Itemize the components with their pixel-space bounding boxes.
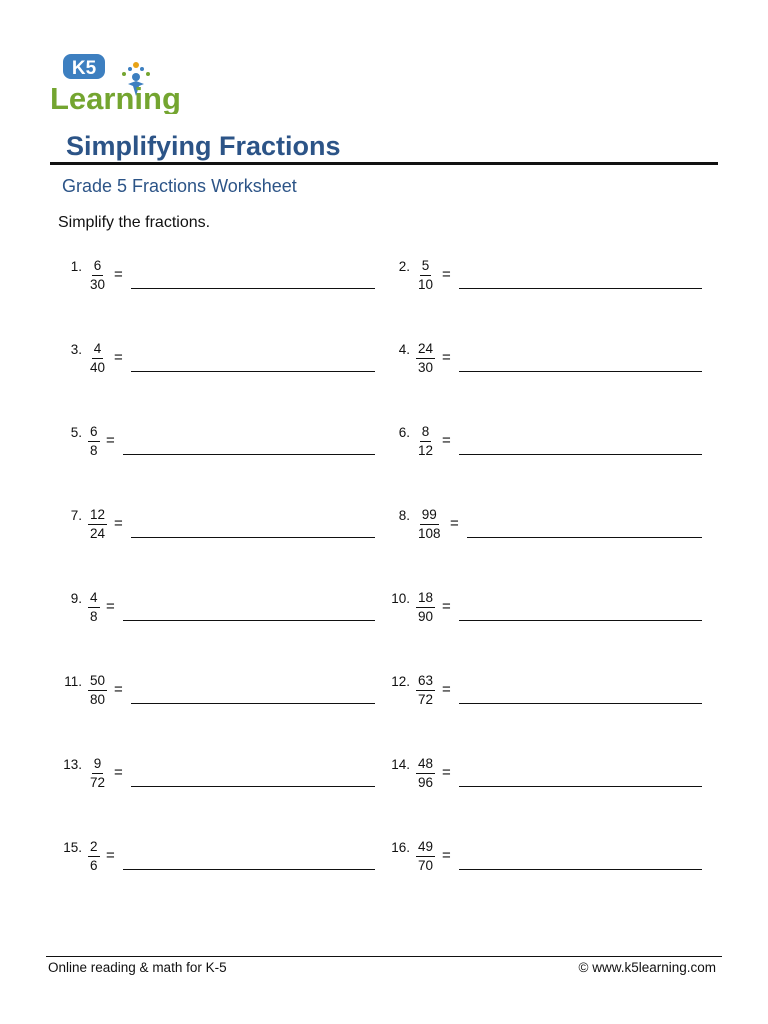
- answer-line[interactable]: [459, 454, 702, 455]
- problem-number: 16.: [391, 840, 410, 855]
- worksheet-title: Simplifying Fractions: [66, 131, 341, 161]
- equals-sign: =: [106, 432, 115, 449]
- fraction-denominator: 108: [418, 526, 441, 541]
- fraction-numerator: 24: [416, 341, 435, 359]
- logo-badge-text: K5: [71, 58, 97, 79]
- logo-word-text: Learning: [50, 81, 181, 114]
- problem-number: 11.: [64, 674, 82, 689]
- fraction-denominator: 90: [418, 609, 434, 624]
- worksheet-subtitle: Grade 5 Fractions Worksheet: [62, 176, 297, 196]
- fraction-denominator: 30: [90, 277, 106, 292]
- fraction-denominator: 6: [90, 858, 98, 873]
- fraction-denominator: 10: [418, 277, 434, 292]
- fraction: [88, 424, 100, 459]
- answer-line[interactable]: [131, 703, 375, 704]
- answer-line[interactable]: [459, 703, 702, 704]
- problem-number: 6.: [398, 425, 410, 440]
- title-divider: [50, 162, 718, 165]
- fraction: [416, 258, 435, 293]
- equals-sign: =: [442, 847, 451, 864]
- equals-sign: =: [106, 598, 115, 615]
- equals-sign: =: [106, 847, 115, 864]
- problem-number: 5.: [70, 425, 82, 440]
- fraction: [416, 341, 435, 376]
- answer-line[interactable]: [123, 869, 375, 870]
- fraction-denominator: 80: [90, 692, 106, 707]
- fraction-denominator: 70: [418, 858, 434, 873]
- answer-line[interactable]: [467, 537, 702, 538]
- equals-sign: =: [442, 432, 451, 449]
- fraction-denominator: 40: [90, 360, 106, 375]
- footer-tagline: Online reading & math for K-5: [48, 960, 227, 975]
- answer-line[interactable]: [459, 620, 702, 621]
- problem-number: 8.: [398, 508, 410, 523]
- problem-number: 4.: [398, 342, 410, 357]
- answer-line[interactable]: [131, 371, 375, 372]
- fraction-denominator: 72: [418, 692, 434, 707]
- fraction: [88, 839, 100, 874]
- fraction-denominator: 8: [90, 443, 98, 458]
- fraction-numerator: 4: [88, 590, 100, 608]
- equals-sign: =: [442, 266, 451, 283]
- equals-sign: =: [114, 266, 123, 283]
- problem-number: 13.: [63, 757, 82, 772]
- footer-copyright: © www.k5learning.com: [578, 960, 716, 975]
- fraction: [416, 673, 435, 708]
- fraction: [88, 673, 107, 708]
- equals-sign: =: [114, 681, 123, 698]
- fraction: [88, 258, 107, 293]
- fraction-numerator: 5: [420, 258, 432, 276]
- fraction: [88, 756, 107, 791]
- answer-line[interactable]: [123, 454, 375, 455]
- answer-line[interactable]: [459, 288, 702, 289]
- answer-line[interactable]: [123, 620, 375, 621]
- k5-learning-logo: [48, 50, 188, 114]
- problem-number: 10.: [391, 591, 410, 606]
- fraction-numerator: 8: [420, 424, 432, 442]
- fraction-denominator: 96: [418, 775, 434, 790]
- problem-number: 1.: [70, 259, 82, 274]
- problem-number: 15.: [63, 840, 82, 855]
- equals-sign: =: [442, 598, 451, 615]
- problem-number: 2.: [398, 259, 410, 274]
- problem-number: 12.: [391, 674, 410, 689]
- fraction-numerator: 4: [92, 341, 104, 359]
- fraction-numerator: 9: [92, 756, 104, 774]
- problem-number: 3.: [70, 342, 82, 357]
- answer-line[interactable]: [131, 288, 375, 289]
- equals-sign: =: [442, 349, 451, 366]
- answer-line[interactable]: [459, 869, 702, 870]
- equals-sign: =: [442, 681, 451, 698]
- fraction-numerator: 63: [416, 673, 435, 691]
- fraction-denominator: 30: [418, 360, 434, 375]
- fraction: [88, 590, 100, 625]
- fraction-numerator: 50: [88, 673, 107, 691]
- equals-sign: =: [114, 515, 123, 532]
- fraction-numerator: 18: [416, 590, 435, 608]
- equals-sign: =: [114, 764, 123, 781]
- fraction: [416, 507, 443, 542]
- equals-sign: =: [442, 764, 451, 781]
- fraction-numerator: 6: [92, 258, 104, 276]
- answer-line[interactable]: [459, 786, 702, 787]
- fraction-numerator: 99: [420, 507, 439, 525]
- footer-divider: [46, 956, 722, 957]
- fraction-numerator: 2: [88, 839, 100, 857]
- fraction-denominator: 72: [90, 775, 106, 790]
- fraction-numerator: 12: [88, 507, 107, 525]
- fraction: [88, 507, 107, 542]
- fraction-numerator: 48: [416, 756, 435, 774]
- problem-number: 14.: [391, 757, 410, 772]
- fraction: [88, 341, 107, 376]
- problem-number: 7.: [70, 508, 82, 523]
- fraction-numerator: 6: [88, 424, 100, 442]
- fraction: [416, 590, 435, 625]
- k5-learning-logo-graphic: [48, 50, 188, 114]
- fraction-denominator: 24: [90, 526, 106, 541]
- fraction: [416, 756, 435, 791]
- answer-line[interactable]: [131, 537, 375, 538]
- answer-line[interactable]: [131, 786, 375, 787]
- problem-number: 9.: [70, 591, 82, 606]
- fraction-denominator: 8: [90, 609, 98, 624]
- equals-sign: =: [450, 515, 459, 532]
- fraction-denominator: 12: [418, 443, 434, 458]
- equals-sign: =: [114, 349, 123, 366]
- fraction: [416, 424, 435, 459]
- fraction: [416, 839, 435, 874]
- instructions-text: Simplify the fractions.: [58, 214, 211, 231]
- answer-line[interactable]: [459, 371, 702, 372]
- fraction-numerator: 49: [416, 839, 435, 857]
